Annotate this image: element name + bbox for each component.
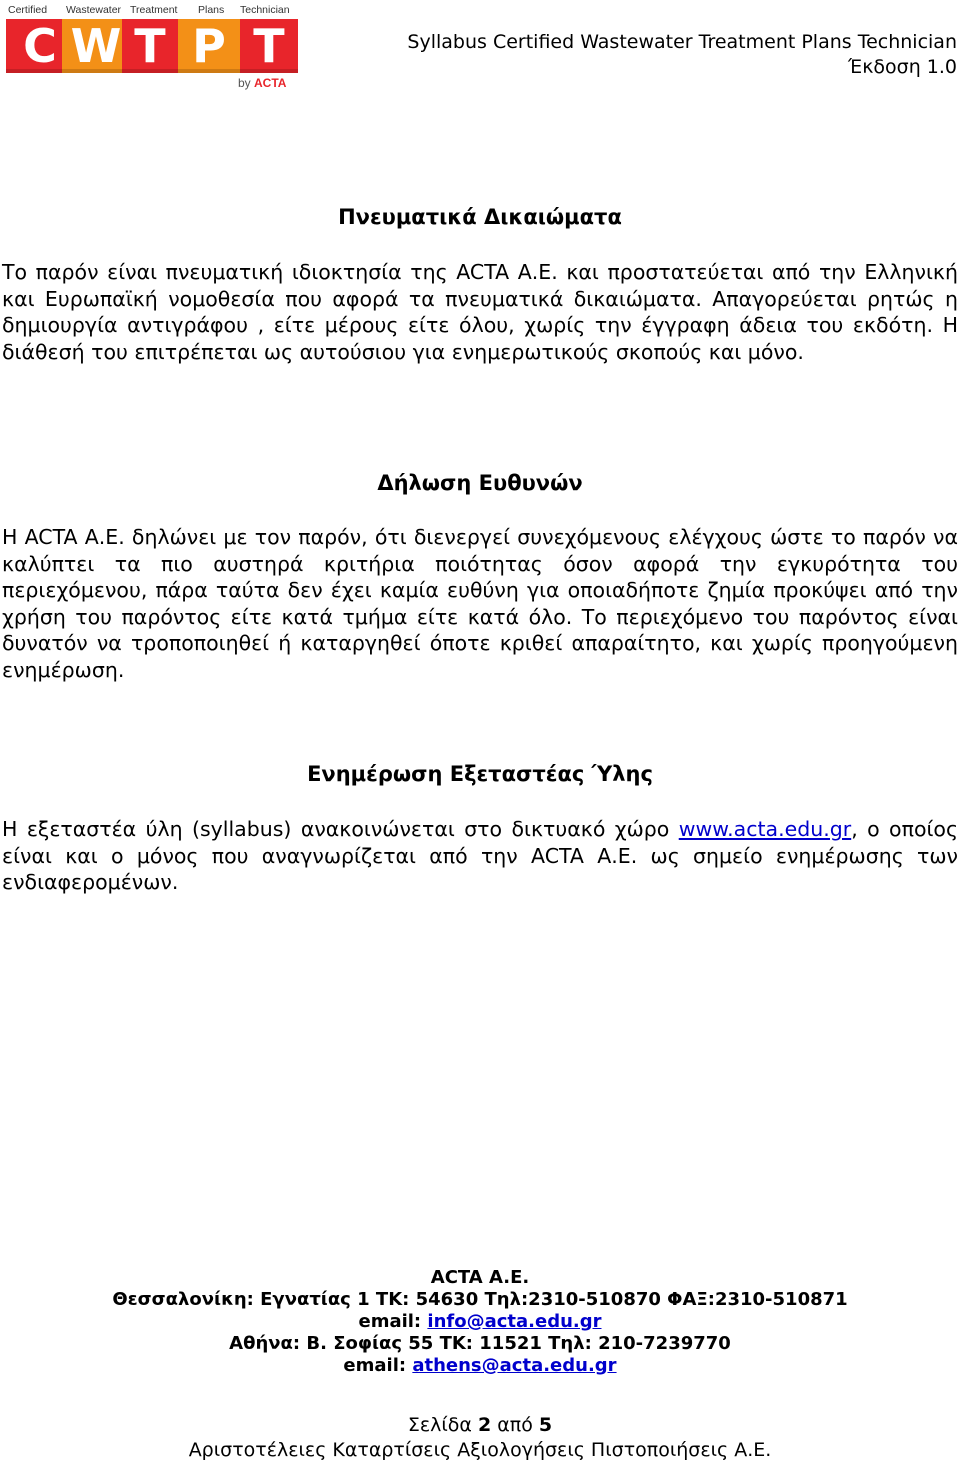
copyright-body: Το παρόν είναι πνευματική ιδιοκτησία της ACTA Α.Ε. και προστατεύεται από την Ελληνική και Ευρωπαϊκή νομοθεσία που αφορά τα πνευματικά δικαιώματα. Απαγορεύεται ρητώς η δημιουργία αντιγράφου , είτε μέρους είτε όλου, χωρίς την έγγραφη άδεια του εκδότη. Η διάθεσή του επιτρέπεται ως αυτούσιου για ενημερωτικούς σκοπούς και μόνο. — [2, 260, 958, 364]
syllabus-text-after: , ο οποίος είναι και ο μόνος που αναγνωρίζεται από την ACTA Α.Ε. ως σημείο ενημέρωσης των ενδιαφερομένων. — [2, 817, 958, 894]
header-edition: Έκδοση 1.0 — [848, 56, 957, 78]
header-title: Syllabus Certified Wastewater Treatment Plans Technician — [407, 31, 957, 53]
logo-caption: Wastewater — [66, 4, 122, 16]
logo-letter-blocks — [6, 19, 298, 73]
email-link-info[interactable]: info@acta.edu.gr — [427, 1311, 602, 1332]
logo-by-name: ACTA — [254, 76, 287, 90]
copyright-heading: Πνευματικά Δικαιώματα — [338, 205, 622, 229]
responsibility-body: Η ACTA Α.Ε. δηλώνει με τον παρόν, ότι διενεργεί συνεχόμενους ελέγχους ώστε το παρόν να καλύπτει τα πιο αυστηρά κριτήρια ποιότητας όσον αφορά την εγκυρότητα του περιεχόμενου, πάρα ταύτα δεν έχει καμία ευθύνη για οποιαδήποτε ζημία προκύψει από την χρήση του παρόντος είτε κατά τμήμα είτε κατά όλο. Το περιεχόμενο του παρόντος είναι δυνατόν να τροποποιηθεί ή καταργηθεί όποτε κριθεί απαραίτητο, και χωρίς προηγούμενη ενημέρωση. — [2, 525, 958, 682]
footer-contact — [0, 1267, 960, 1377]
logo-captions — [6, 4, 298, 18]
logo-caption: Treatment — [130, 4, 178, 16]
logo-letter: C — [6, 19, 74, 73]
syllabus-text-before: Η εξεταστέα ύλη (syllabus) ανακοινώνεται στο δικτυακό χώρο — [2, 817, 679, 841]
footer-company: ACTA A.E. — [430, 1267, 530, 1288]
logo-letter: W — [62, 19, 130, 73]
page-number — [0, 1413, 960, 1438]
syllabus-heading: Ενημέρωση Εξεταστέας Ύλης — [307, 762, 653, 786]
page-of-label: από — [491, 1414, 539, 1436]
logo-letter: T — [240, 19, 298, 73]
email-label: email: — [343, 1355, 413, 1376]
footer-thessaloniki: Θεσσαλονίκη: Εγνατίας 1 ΤΚ: 54630 Τηλ:2310-510870 ΦΑΞ:2310-510871 — [112, 1289, 848, 1310]
responsibility-heading: Δήλωση Ευθυνών — [377, 471, 583, 495]
logo-letter: T — [122, 19, 178, 73]
logo-caption: Plans — [198, 4, 225, 16]
logo-letter: P — [178, 19, 240, 73]
syllabus-body — [2, 816, 958, 896]
page-current: 2 — [478, 1414, 492, 1436]
page-label: Σελίδα — [407, 1414, 478, 1436]
logo-caption: Certified — [8, 4, 48, 16]
email-link-athens[interactable]: athens@acta.edu.gr — [412, 1355, 617, 1376]
footer-athens: Αθήνα: Β. Σοφίας 55 ΤΚ: 11521 Τηλ: 210-7239770 — [229, 1333, 731, 1354]
logo-caption: Technician — [240, 4, 290, 16]
logo-by-prefix: by — [238, 76, 255, 90]
document-header — [407, 30, 957, 80]
cwtpt-logo — [6, 4, 298, 92]
acta-website-link[interactable]: www.acta.edu.gr — [678, 817, 852, 841]
page-footer — [0, 1413, 960, 1463]
footer-email-line-2 — [0, 1355, 960, 1377]
footer-email-line-1 — [0, 1311, 960, 1333]
email-label: email: — [358, 1311, 428, 1332]
page-total: 5 — [538, 1414, 553, 1436]
logo-by-acta — [238, 76, 286, 90]
organization-name: Αριστοτέλειες Καταρτίσεις Αξιολογήσεις Πιστοποιήσεις Α.Ε. — [188, 1439, 772, 1461]
